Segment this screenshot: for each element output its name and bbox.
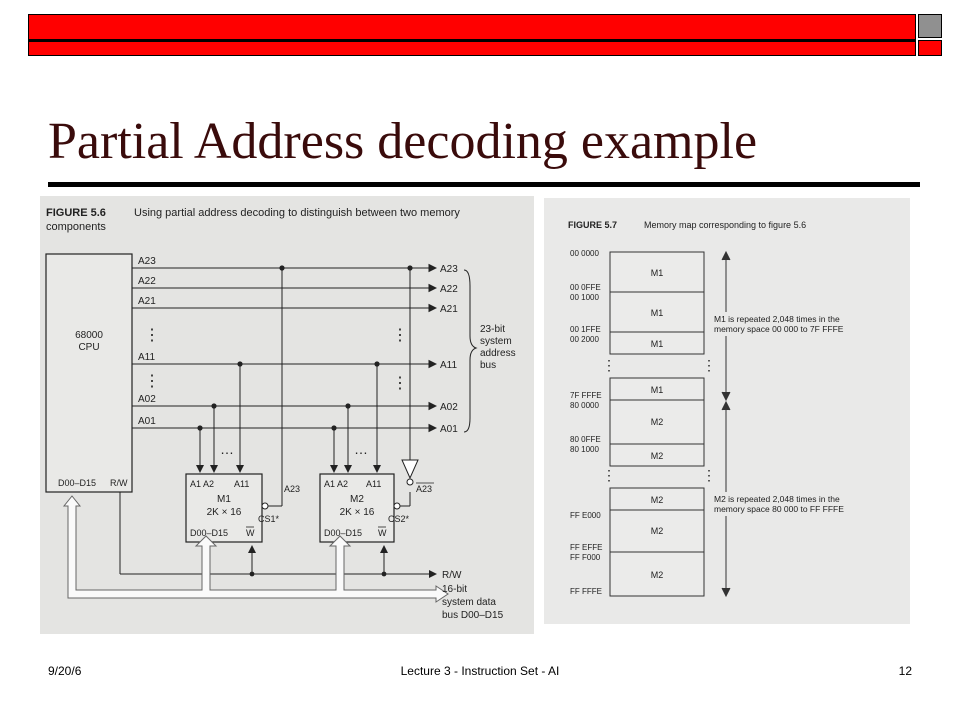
cpu-box <box>46 254 132 492</box>
addr-80-0ffe: 80 0FFE <box>570 435 601 444</box>
footer-date: 9/20/6 <box>48 664 82 678</box>
m2-addr-hi: A11 <box>366 479 382 489</box>
figure-5-6-panel <box>40 196 534 634</box>
block-label-6: M2 <box>650 451 664 461</box>
addr-7f-fffe: 7F FFFE <box>570 391 602 400</box>
line-label-a01-right: A01 <box>440 424 458 435</box>
note-m1-line2: memory space 00 000 to 7F FFFE <box>714 324 844 334</box>
title-underline <box>48 182 920 187</box>
fig56-caption-1: Using partial address decoding to distinguish between two memory <box>134 207 460 219</box>
addr-80-0000: 80 0000 <box>570 401 599 410</box>
note-m2-line2: memory space 80 000 to FF FFFE <box>714 504 844 514</box>
red-corner-square <box>918 40 942 56</box>
addr-ff-effe: FF EFFE <box>570 543 603 552</box>
line-label-a22-right: A22 <box>440 284 458 295</box>
addr-00-1ffe: 00 1FFE <box>570 325 601 334</box>
m2-cs: CS2* <box>388 514 410 524</box>
cpu-rw-pin: R/W <box>110 478 128 488</box>
hdots-m2: … <box>354 441 368 457</box>
m1-w: W <box>246 528 255 538</box>
cpu-data-pins: D00–D15 <box>58 478 97 488</box>
map-dots-left-1: ⋮ <box>602 357 616 373</box>
line-label-a02-right: A02 <box>440 402 458 413</box>
figure-5-7-memory-map <box>544 198 910 624</box>
data-bus-label-1: 16-bit <box>442 584 468 595</box>
bus-label-4: bus <box>480 360 497 371</box>
figure-5-7-panel <box>544 198 910 624</box>
fig56-caption-2: components <box>46 221 106 233</box>
line-label-a02-left: A02 <box>138 394 156 405</box>
note-m2-line1: M2 is repeated 2,048 times in the <box>714 494 840 504</box>
line-label-a11-left: A11 <box>138 352 156 363</box>
gray-corner-square <box>918 14 942 38</box>
line-label-a23-left: A23 <box>138 256 156 267</box>
map-dots-right-1: ⋮ <box>702 357 716 373</box>
dots-left-1: ⋮ <box>144 327 160 344</box>
addr-ff-f000: FF F000 <box>570 553 601 562</box>
line-label-a22-left: A22 <box>138 276 156 287</box>
block-label-7: M2 <box>650 495 664 505</box>
inverter-output-a23: A23 <box>416 484 433 494</box>
bottom-red-stripe <box>28 40 916 56</box>
m2-name: M2 <box>350 494 364 505</box>
footer-page-number: 12 <box>898 664 912 678</box>
line-label-a21-left: A21 <box>138 296 156 307</box>
dots-right-2: ⋮ <box>392 375 408 392</box>
fig57-caption: Memory map corresponding to figure 5.6 <box>644 220 807 230</box>
dots-left-2: ⋮ <box>144 373 160 390</box>
fig57-label: FIGURE 5.7 <box>568 220 618 230</box>
block-label-9: M2 <box>650 570 664 580</box>
block-label-1: M1 <box>650 268 664 278</box>
addr-00-2000: 00 2000 <box>570 335 599 344</box>
block-label-4: M1 <box>650 385 664 395</box>
slide-title: Partial Address decoding example <box>48 113 758 170</box>
note-m1-line1: M1 is repeated 2,048 times in the <box>714 314 840 324</box>
addr-00-0ffe: 00 0FFE <box>570 283 601 292</box>
block-label-8: M2 <box>650 526 664 536</box>
line-label-a01-left: A01 <box>138 416 156 427</box>
m1-name: M1 <box>217 494 231 505</box>
m1-a23-label: A23 <box>284 484 301 494</box>
m1-data: D00–D15 <box>190 528 229 538</box>
line-label-a21-right: A21 <box>440 304 458 315</box>
hdots-m1: … <box>220 441 234 457</box>
m2-data: D00–D15 <box>324 528 363 538</box>
block-label-2: M1 <box>650 308 664 318</box>
figure-5-6-diagram <box>40 196 534 634</box>
m2-w: W <box>378 528 387 538</box>
addr-ff-e000: FF E000 <box>570 511 601 520</box>
m2-addr: A1 A2 <box>324 479 349 489</box>
m1-addr: A1 A2 <box>190 479 215 489</box>
top-red-stripe <box>28 14 916 40</box>
bus-label-2: system <box>480 336 512 347</box>
addr-00-1000: 00 1000 <box>570 293 599 302</box>
addr-ff-fffe: FF FFFE <box>570 587 602 596</box>
addr-80-1000: 80 1000 <box>570 445 599 454</box>
block-label-3: M1 <box>650 339 664 349</box>
line-label-a11-right: A11 <box>440 360 458 371</box>
m2-size: 2K × 16 <box>339 507 375 518</box>
block-label-5: M2 <box>650 417 664 427</box>
footer-lecture-title: Lecture 3 - Instruction Set - AI <box>400 664 560 678</box>
dots-right-1: ⋮ <box>392 327 408 344</box>
data-bus-label-2: system data <box>442 597 496 608</box>
top-decor-bar <box>28 14 942 56</box>
fig56-label: FIGURE 5.6 <box>46 207 106 219</box>
m1-size: 2K × 16 <box>206 507 242 518</box>
bus-label-1: 23-bit <box>480 324 506 335</box>
line-label-a23-right: A23 <box>440 264 458 275</box>
addr-00-0000: 00 0000 <box>570 249 599 258</box>
m1-cs: CS1* <box>258 514 280 524</box>
data-bus-label-3: bus D00–D15 <box>442 610 504 621</box>
map-dots-left-2: ⋮ <box>602 467 616 483</box>
bus-label-3: address <box>480 348 516 359</box>
rw-bottom-label: R/W <box>442 570 462 581</box>
m1-addr-hi: A11 <box>234 479 250 489</box>
cpu-label-2: CPU <box>78 342 100 353</box>
cpu-label-1: 68000 <box>75 330 103 341</box>
map-dots-right-2: ⋮ <box>702 467 716 483</box>
